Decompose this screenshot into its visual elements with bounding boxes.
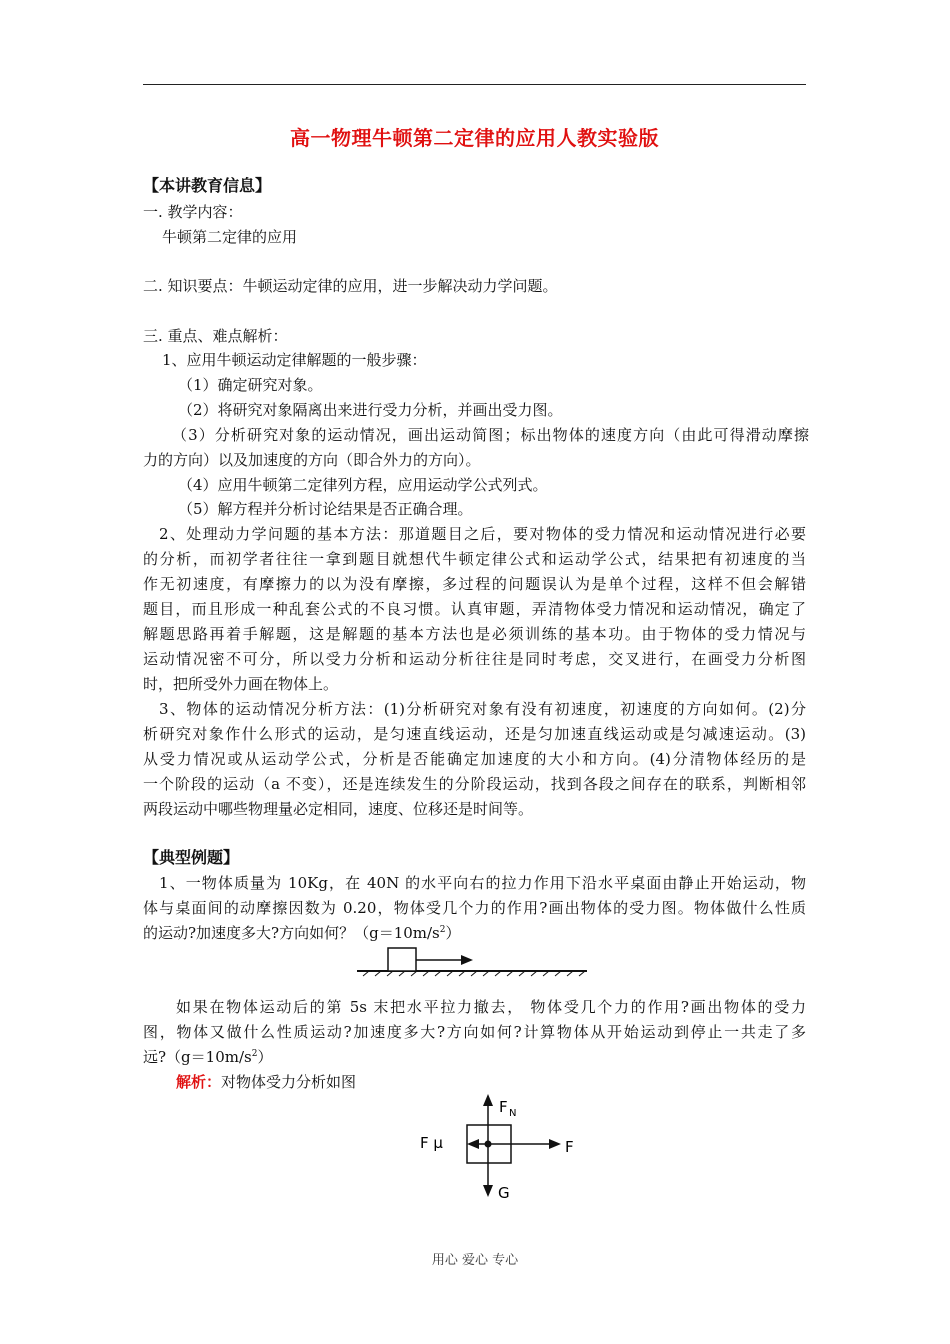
- fn-label: F: [499, 1098, 508, 1116]
- p2-line-7: 时，把所受外力画在物体上。: [143, 675, 339, 693]
- example-1-line-3: [143, 924, 461, 942]
- p3-line-1: 3、物体的运动情况分析方法：(1)分析研究对象有没有初速度，初速度的方向如何。(2)分: [159, 700, 806, 718]
- section-info-heading: 【本讲教育信息】: [143, 176, 272, 195]
- p2-line-3: 作无初速度，有摩擦力的以为没有摩擦，多过程的问题误认为是单个过程，这样不但会解错: [143, 575, 806, 593]
- example-2-line-3-end: ）: [257, 1048, 273, 1066]
- block-on-table-diagram: [355, 943, 595, 977]
- applied-force-arrowhead: [549, 1139, 561, 1149]
- center-of-mass-dot: [485, 1141, 492, 1148]
- s2-text: 二. 知识要点：牛顿运动定律的应用，进一步解决动力学问题。: [143, 277, 558, 295]
- example-2-line-3: [143, 1048, 272, 1066]
- analysis-line: [176, 1073, 356, 1091]
- friction-label: F μ: [420, 1134, 443, 1152]
- p1-text: 1、应用牛顿运动定律解题的一般步骤：: [162, 351, 427, 369]
- step-5: （5）解方程并分析讨论结果是否正确合理。: [178, 500, 473, 518]
- gravity-arrowhead: [483, 1185, 493, 1197]
- example-2-line-2: 图，物体又做什么性质运动?加速度多大?方向如何?计算物体从开始运动到停止一共走了多: [143, 1023, 806, 1041]
- header-rule: [143, 84, 806, 85]
- step-4: （4）应用牛顿第二定律列方程，应用运动学公式列式。: [178, 476, 548, 494]
- superscript-2: 2: [439, 925, 446, 935]
- s1-body: 牛顿第二定律的应用: [162, 228, 298, 246]
- p3-line-3: 从受力情况或从运动学公式，分析是否能确定加速度的大小和方向。(4)分清物体经历的是: [143, 750, 806, 768]
- p3-line-2: 析研究对象作什么形式的运动，是匀速直线运动，还是匀加速直线运动或是匀减速运动。(3): [143, 725, 806, 743]
- applied-force-label: F: [565, 1138, 574, 1156]
- p3-line-5: 两段运动中哪些物理量必定相同，速度、位移还是时间等。: [143, 800, 534, 818]
- step-2: （2）将研究对象隔离出来进行受力分析，并画出受力图。: [178, 401, 563, 419]
- analysis-text: 对物体受力分析如图: [221, 1073, 357, 1091]
- document-title: 高一物理牛顿第二定律的应用人教实验版: [290, 126, 659, 150]
- block: [388, 948, 416, 971]
- analysis-label: 解析：: [176, 1073, 222, 1091]
- page-footer: 用心 爱心 专心: [431, 1253, 519, 1268]
- fn-subscript: N: [509, 1108, 517, 1119]
- p2-line-4: 题目，而且形成一种乱套公式的不良习惯。认真审题，弄清物体受力情况和运动情况，确定了: [143, 600, 806, 618]
- p2-line-1: 2、处理动力学问题的基本方法：那道题目之后，要对物体的受力情况和运动情况进行必要: [159, 525, 806, 543]
- p2-line-2: 的分析，而初学者往往一拿到题目就想代牛顿定律公式和运动学公式，结果把有初速度的当: [143, 550, 806, 568]
- free-body-diagram: [415, 1090, 585, 1205]
- normal-force-arrowhead: [483, 1094, 493, 1106]
- example-2-line-1: 如果在物体运动后的第 5s 末把水平拉力撤去， 物体受几个力的作用?画出物体的受力: [176, 998, 806, 1016]
- step-3-line-2: 力的方向）以及加速度的方向（即合外力的方向）。: [143, 451, 481, 469]
- example-1-line-2: 体与桌面间的动摩擦因数为 0.20，物体受几个力的作用?画出物体的受力图。物体做什么性质: [143, 899, 806, 917]
- s3-heading: 三. 重点、难点解析：: [143, 327, 288, 345]
- example-1-line-1: 1、一物体质量为 10Kg，在 40N 的水平向右的拉力作用下沿水平桌面由静止开始运动，物: [159, 874, 806, 892]
- example-1-line-3-text: 的运动?加速度多大?方向如何？（g＝10m/s: [143, 924, 440, 942]
- example-1-line-3-end: ）: [445, 924, 461, 942]
- superscript-2-b: 2: [251, 1049, 258, 1059]
- pull-force-arrowhead: [461, 955, 473, 965]
- step-3-line-1: （3）分析研究对象的运动情况，画出运动简图；标出物体的速度方向（由此可得滑动摩擦: [172, 426, 809, 444]
- section-examples-heading: 【典型例题】: [143, 848, 240, 867]
- gravity-label: G: [498, 1184, 510, 1202]
- s1-heading: 一. 教学内容：: [143, 203, 243, 221]
- p2-line-5: 解题思路再着手解题，这是解题的基本方法也是必须训练的基本功。由于物体的受力情况与: [143, 625, 806, 643]
- p2-line-6: 运动情况密不可分，所以受力分析和运动分析往往是同时考虑，交叉进行，在画受力分析图: [143, 650, 806, 668]
- p3-line-4: 一个阶段的运动（a 不变），还是连续发生的分阶段运动，找到各段之间存在的联系，判断相邻: [143, 775, 806, 793]
- example-2-line-3-text: 远?（g＝10m/s: [143, 1048, 252, 1066]
- step-1: （1）确定研究对象。: [178, 376, 323, 394]
